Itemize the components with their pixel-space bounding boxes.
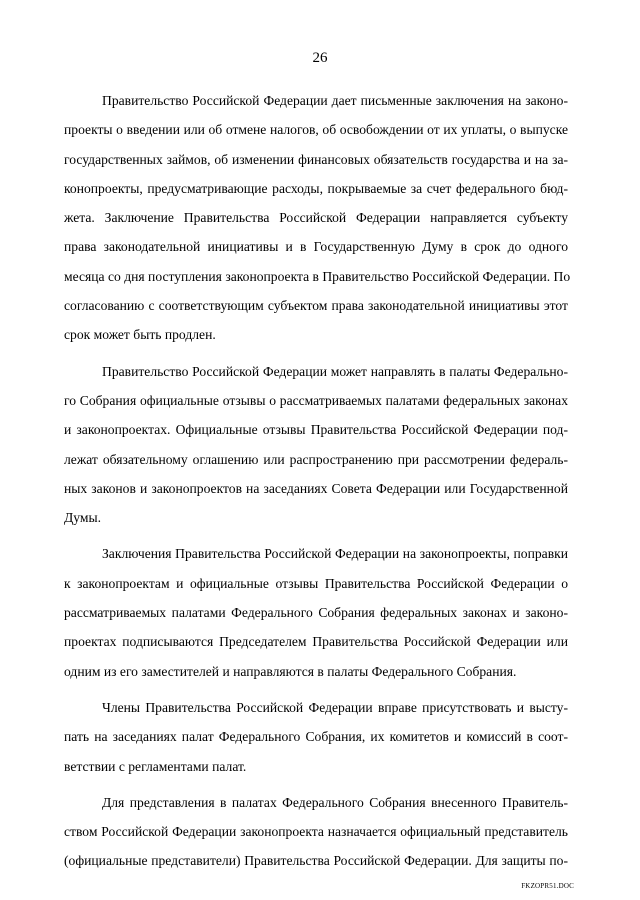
paragraph-line: конопроекты, предусматривающие расходы, покрываемые за счет федерального бюд-	[64, 180, 568, 196]
body-text	[64, 86, 571, 876]
paragraph-1	[64, 86, 571, 350]
paragraph-line: го Собрания официальные отзывы о рассматриваемых палатами федеральных законах	[64, 392, 568, 408]
paragraph-5	[64, 788, 568, 876]
paragraph-line: Правительство Российской Федерации может направлять в палаты Федерально-	[102, 363, 568, 379]
paragraph-line: согласованию с соответствующим субъектом права законодательной инициативы этот	[64, 298, 568, 314]
paragraph-line: месяца со дня поступления законопроекта в Правительство Российской Федерации. По	[64, 268, 571, 284]
paragraph-line: Думы.	[64, 510, 102, 526]
file-name-footer: FKZOPR51.DOC	[521, 882, 574, 890]
paragraph-3	[64, 539, 568, 685]
paragraph-line: проектах подписываются Председателем Правительства Российской Федерации или	[64, 634, 568, 650]
paragraph-line: (официальные представители) Правительства Российской Федерации. Для защиты по-	[64, 853, 568, 869]
paragraph-line: права законодательной инициативы и в Государственную Думу в срок до одного	[64, 239, 568, 255]
paragraph-2	[64, 357, 568, 533]
paragraph-4	[64, 693, 568, 781]
paragraph-line: Заключения Правительства Российской Федерации на законопроекты, поправки	[102, 546, 568, 562]
paragraph-line: срок может быть продлен.	[64, 327, 216, 343]
paragraph-line: Правительство Российской Федерации дает письменные заключения на законо-	[102, 93, 568, 108]
paragraph-line: Для представления в палатах Федерального Собрания внесенного Правитель-	[102, 794, 568, 810]
paragraph-line: одним из его заместителей и направляются в палаты Федерального Собрания.	[64, 663, 517, 679]
paragraph-line: ных законов и законопроектов на заседаниях Совета Федерации или Государственной	[64, 480, 568, 496]
paragraph-line: ством Российской Федерации законопроекта назначается официальный представитель	[64, 824, 568, 840]
paragraph-line: государственных займов, об изменении финансовых обязательств государства и на за-	[64, 151, 568, 167]
paragraph-line: пать на заседаниях палат Федерального Собрания, их комитетов и комиссий в соот-	[64, 729, 568, 745]
paragraph-line: ветствии с регламентами палат.	[64, 758, 247, 774]
paragraph-line: к законопроектам и официальные отзывы Правительства Российской Федерации о	[64, 575, 568, 591]
paragraph-line: и законопроектах. Официальные отзывы Правительства Российской Федерации под-	[64, 422, 568, 438]
page-number: 26	[312, 50, 328, 66]
paragraph-line: рассматриваемых палатами Федерального Собрания федеральных законах и законо-	[64, 605, 568, 621]
paragraph-line: проекты о введении или об отмене налогов, об освобождении от их уплаты, о выпуске	[64, 122, 568, 138]
paragraph-line: жета. Заключение Правительства Российской Федерации направляется субъекту	[64, 210, 568, 226]
paragraph-line: лежат обязательному оглашению или распространению при рассмотрении федераль-	[64, 451, 568, 467]
paragraph-line: Члены Правительства Российской Федерации вправе присутствовать и высту-	[102, 699, 568, 715]
